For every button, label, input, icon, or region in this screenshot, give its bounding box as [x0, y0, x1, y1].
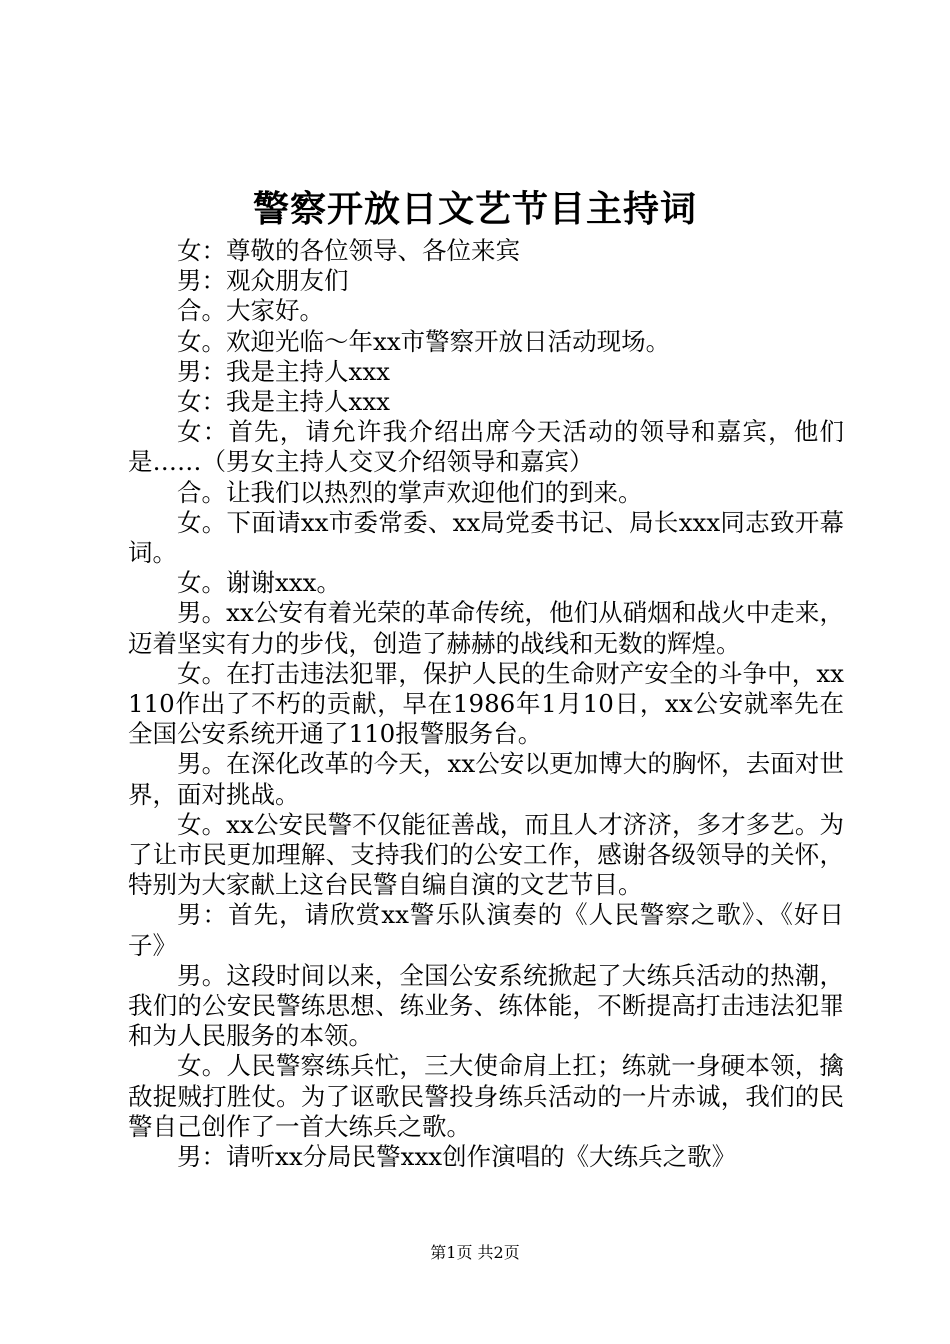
paragraph: 女：尊敬的各位领导、各位来宾 — [177, 236, 520, 265]
paragraph: 男。xx公安有着光荣的革命传统，他们从硝烟和战火中走来，迈着坚实有力的步伐，创造了赫赫的战线和无数的辉煌。 — [128, 598, 844, 658]
paragraph: 女。谢谢xxx。 — [177, 568, 341, 598]
paragraph: 合。大家好。 — [177, 296, 324, 326]
paragraph: 男。在深化改革的今天，xx公安以更加博大的胸怀，去面对世界，面对挑战。 — [128, 749, 844, 809]
paragraph: 女：我是主持人xxx — [177, 387, 390, 417]
paragraph: 合。让我们以热烈的掌声欢迎他们的到来。 — [177, 477, 643, 507]
document-title: 警察开放日文艺节目主持词 — [252, 188, 697, 230]
paragraph: 女。人民警察练兵忙，三大使命肩上扛；练就一身硬本领，擒敌捉贼打胜仗。为了讴歌民警投身练兵活动的一片赤诚，我们的民警自己创作了一首大练兵之歌。 — [128, 1051, 844, 1141]
paragraph: 男：请听xx分局民警xxx创作演唱的《大练兵之歌》 — [177, 1142, 737, 1172]
paragraph: 男：观众朋友们 — [177, 266, 349, 296]
paragraph: 男：我是主持人xxx — [177, 356, 390, 386]
paragraph: 女。在打击违法犯罪，保护人民的生命财产安全的斗争中，xx110作出了不朽的贡献，早在1986年1月10日，xx公安就率先在全国公安系统开通了110报警服务台。 — [128, 658, 844, 749]
page-footer: 第1页 共2页 — [430, 1243, 520, 1262]
document-body — [128, 236, 844, 1172]
paragraph: 女。下面请xx市委常委、xx局党委书记、局长xxx同志致开幕词。 — [128, 507, 844, 568]
paragraph: 女。xx公安民警不仅能征善战，而且人才济济，多才多艺。为了让市民更加理解、支持我们的公安工作，感谢各级领导的关怀，特别为大家献上这台民警自编自演的文艺节目。 — [128, 809, 844, 900]
paragraph: 女。欢迎光临～年xx市警察开放日活动现场。 — [177, 326, 671, 356]
paragraph: 男。这段时间以来，全国公安系统掀起了大练兵活动的热潮，我们的公安民警练思想、练业务、练体能，不断提高打击违法犯罪和为人民服务的本领。 — [128, 960, 844, 1051]
paragraph: 女：首先，请允许我介绍出席今天活动的领导和嘉宾，他们是……（男女主持人交叉介绍领导和嘉宾） — [128, 417, 844, 477]
paragraph: 男：首先，请欣赏xx警乐队演奏的《人民警察之歌》、《好日子》 — [128, 900, 844, 960]
